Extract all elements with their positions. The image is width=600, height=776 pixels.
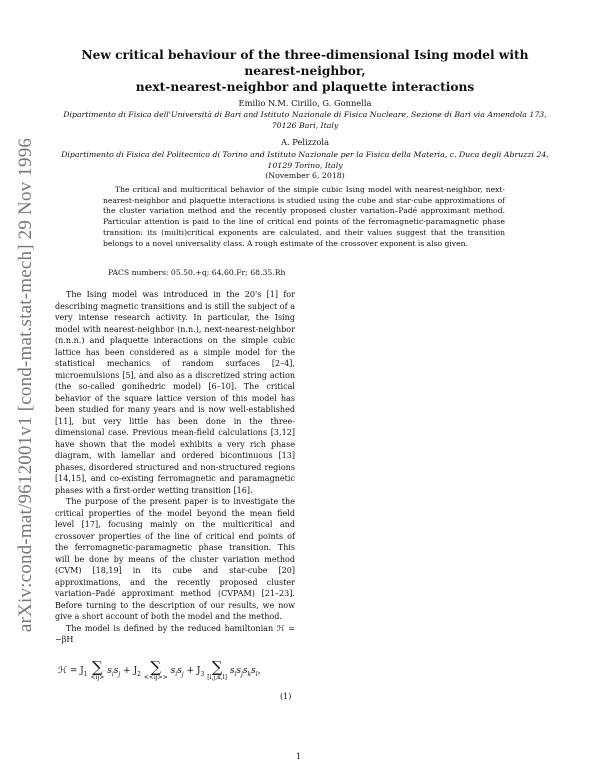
term-plaquette: $s_is_js_ks_l$ (229, 666, 258, 678)
authors-first: Emilio N.M. Cirillo, G. Gonnella (238, 98, 372, 108)
equation-number: (1) (280, 692, 292, 701)
sum-next-nearest-neighbor: ∑ <<ij>> (143, 658, 168, 681)
paragraph-purpose: The purpose of the present paper is to investigate the critical properties of the model beyond the mean field level [17], focusing mainly on the multicritical and crossover properties of the line of critical end points of the ferromagnetic-paramagnetic phase transition. This will be done by means of the cluster variation method (CVM) [18,19] in its cube and star-cube [20] approximations, and the recently proposed cluster variation–Padé approximant method (CVPAM) [21–23]. Before turning to the description of our results, we now give a short account of both the model and the method. (55, 497, 295, 621)
sum-index-nnn: <<ij>> (143, 674, 168, 681)
affiliation-first-line-2: 70126 Bari, Italy (271, 121, 339, 130)
affiliation-first (45, 109, 565, 131)
equation-lhs: ℋ = J (58, 666, 84, 676)
term-nnn: $s_is_j$ (170, 666, 184, 678)
affiliation-second (45, 149, 565, 171)
arxiv-identifier-sidebar (13, 120, 39, 650)
sum-plaquette: ∑ [i,j,k,l] (207, 658, 227, 681)
title-line-1: New critical behaviour of the three-dimensional Ising model with nearest-neighbor, (81, 48, 529, 78)
term-nn: $s_is_j$ (107, 666, 121, 678)
body-column (55, 289, 295, 646)
authors-second: A. Pelizzola (280, 137, 330, 147)
affiliation-second-line-2: 10129 Torino, Italy (267, 161, 343, 170)
paragraph-model: The model is defined by the reduced hamiltonian ℋ = −βH (55, 623, 295, 644)
sum-nearest-neighbor: ∑ <ij> (90, 658, 105, 681)
paper-date: (November 6, 2018) (265, 171, 345, 180)
affiliation-first-line-1: Dipartimento di Fisica dell'Università di Bari and Istituto Nazionale di Fisica Nucleare, Sezione di Bari via Amendola 173, (63, 110, 547, 119)
paper-title (58, 47, 552, 95)
arxiv-id-text: arXiv:cond-mat/9612001v1 [cond-mat.stat-mech] 29 Nov 1996 (15, 137, 36, 633)
page-number: 1 (296, 752, 302, 761)
hamiltonian-equation: ℋ = $J_1$ ∑ <ij> $s_is_j + J_2$ ∑ <<ij>> $s_is_j + J_3$ ∑ [i,j,k,l] $s_is_js_ks_l$, (58, 658, 261, 681)
abstract: The critical and multicritical behavior of the simple cubic Ising model with nearest-neighbor, next-nearest-neighbor and plaquette interactions is studied using the cube and star-cube approximations of the cluster variation method and the recently proposed cluster variation–Padé approximant method. Particular attention is paid to the line of critical end points of the ferromagnetic-paramagnetic phase transition: its (multi)critical exponents are calculated, and their values suggest that the transition belongs to a novel universality class. A rough estimate of the crossover exponent is also given. (103, 185, 505, 248)
title-line-2: next-nearest-neighbor and plaquette interactions (135, 80, 475, 94)
sum-index-nn: <ij> (90, 674, 105, 681)
paragraph-intro: The Ising model was introduced in the 20's [1] for describing magnetic transitions and is still the subject of a very intense research activity. In particular, the Ising model with nearest-neighbor (n.n.), next-nearest-neighbor (n.n.n.) and plaquette interactions on the simple cubic lattice has been considered as a simple model for the statistical mechanics of random surfaces [2–4], microemulsions [5], and also as a discretized string action (the so-called gonihedric model) [6–10]. The critical behavior of the square lattice version of this model has been studied for many years and is now well-established [11], but very little has been done in the three-dimensional case. Previous mean-field calculations [3,12] have shown that the model exhibits a very rich phase diagram, with lamellar and ordered bicontinuous [13] phases, disordered structured and non-structured regions [14,15], and co-existing ferromagnetic and paramagnetic phases with a first-order wetting transition [16]. (55, 290, 295, 495)
pacs-numbers: PACS numbers: 05.50.+q; 64.60.Fr; 68.35.Rh (108, 268, 286, 277)
affiliation-second-line-1: Dipartimento di Fisica del Politecnico di Torino and Istituto Nazionale per la Fisica della Materia, c. Duca degli Abruzzi 24, (61, 150, 549, 159)
sum-index-plaquette: [i,j,k,l] (207, 674, 227, 681)
